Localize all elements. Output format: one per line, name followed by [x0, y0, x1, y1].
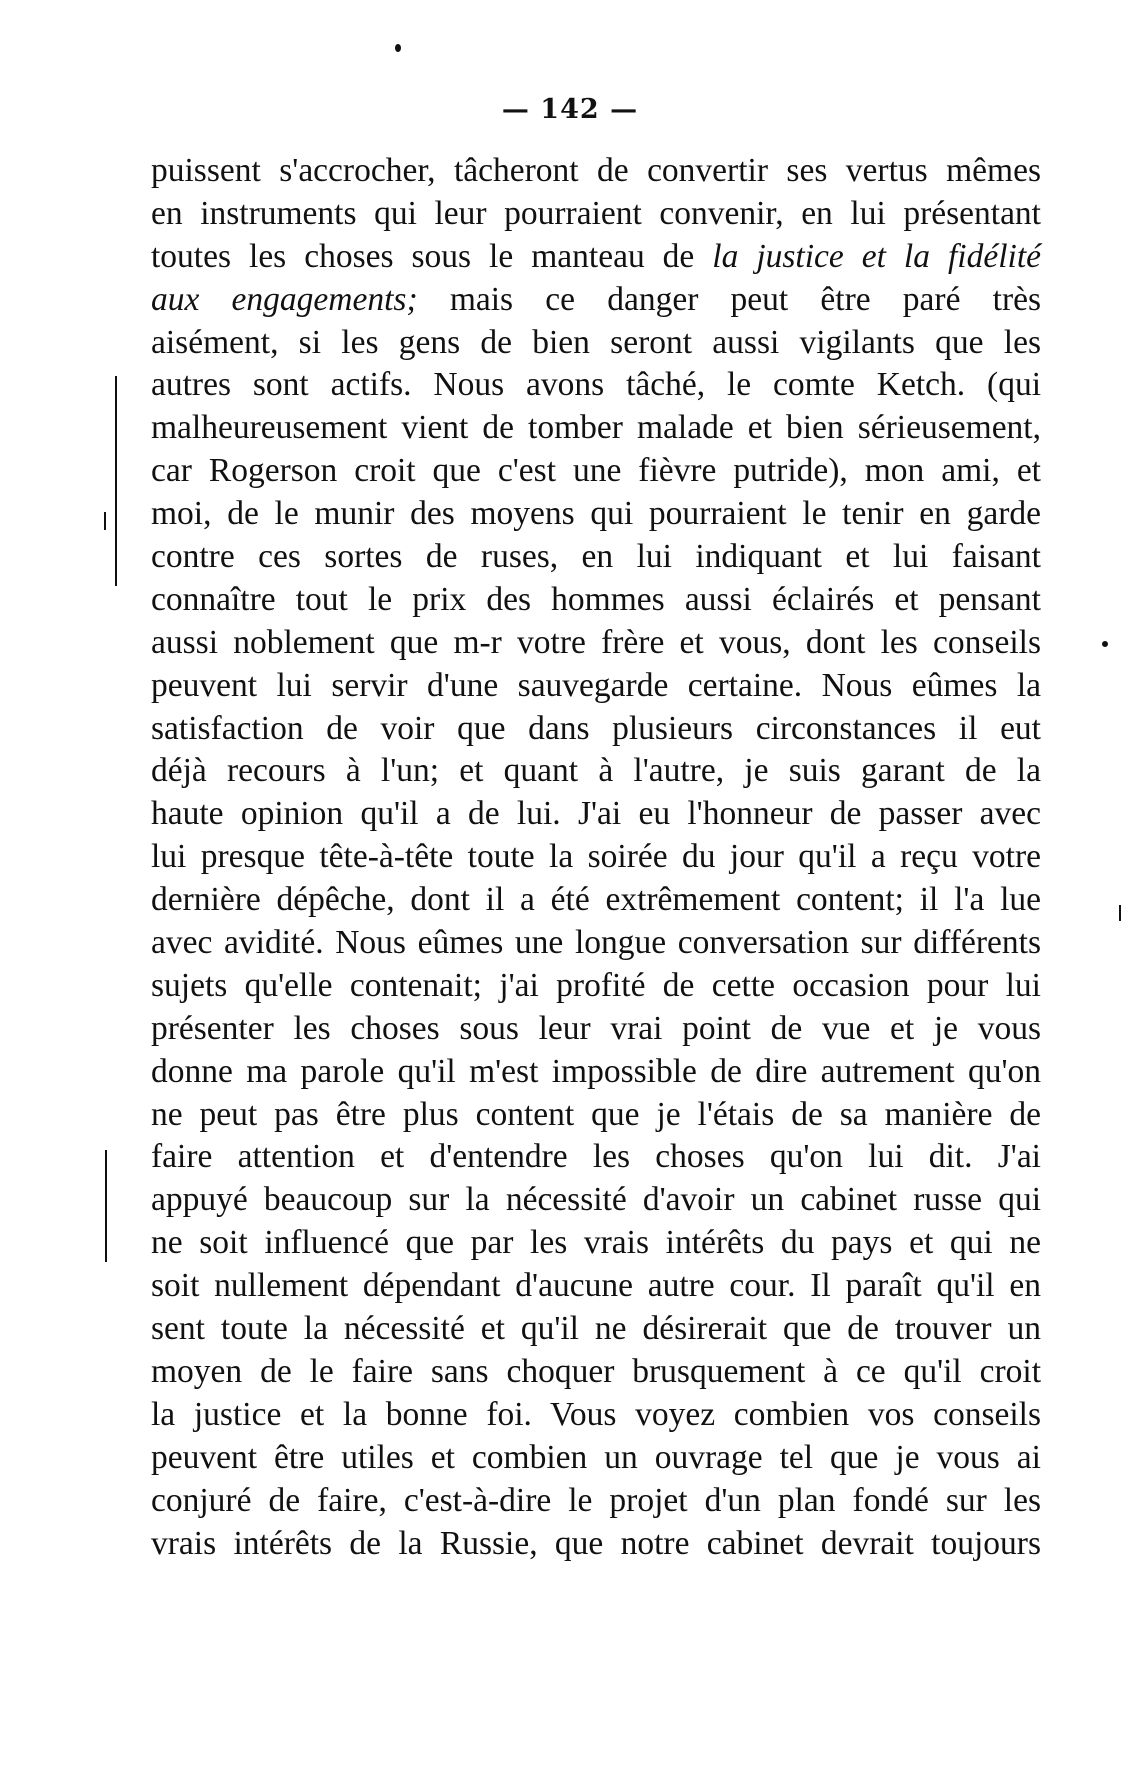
text-line: dernière dépêche, dont il a été extrêmement content; il l'a lue — [151, 881, 1041, 919]
text-line: déjà recours à l'un; et quant à l'autre, je suis garant de la — [151, 752, 1041, 790]
text-line: peuvent lui servir d'une sauvegarde certaine. Nous eûmes la — [151, 666, 1041, 704]
text-line: la justice et la bonne foi. Vous voyez combien vos conseils — [151, 1395, 1041, 1433]
text-line: sujets qu'elle contenait; j'ai profité de cette occasion pour lui — [151, 966, 1041, 1004]
text-line: contre ces sortes de ruses, en lui indiquant et lui faisant — [151, 538, 1041, 576]
text-line: vrais intérêts de la Russie, que notre cabinet devrait toujours — [151, 1524, 1041, 1562]
text-line: appuyé beaucoup sur la nécessité d'avoir un cabinet russe qui — [151, 1181, 1041, 1219]
text-line: lui presque tête-à-tête toute la soirée du jour qu'il a reçu votre — [151, 838, 1041, 876]
text-line: en instruments qui leur pourraient convenir, en lui présentant — [151, 194, 1041, 232]
text-line: moi, de le munir des moyens qui pourraient le tenir en garde — [151, 495, 1041, 533]
margin-mark-left-small — [104, 512, 106, 530]
text-line: peuvent être utiles et combien un ouvrage tel que je vous ai — [151, 1438, 1041, 1476]
margin-mark-left-lower — [105, 1150, 107, 1262]
text-line: malheureusement vient de tomber malade et bien sérieusement, — [151, 409, 1041, 447]
text-line: conjuré de faire, c'est-à-dire le projet d'un plan fondé sur les — [151, 1481, 1041, 1519]
ink-speck — [1102, 641, 1108, 647]
text-line: aisément, si les gens de bien seront aussi vigilants que les — [151, 323, 1041, 361]
text-line: ne peut pas être plus content que je l'étais de sa manière de — [151, 1095, 1041, 1133]
page-body — [151, 150, 1041, 1565]
text-line: haute opinion qu'il a de lui. J'ai eu l'honneur de passer avec — [151, 795, 1041, 833]
text-line: donne ma parole qu'il m'est impossible de dire autrement qu'on — [151, 1052, 1041, 1090]
text-line: car Rogerson croit que c'est une fièvre putride), mon ami, et — [151, 452, 1041, 490]
text-line: moyen de le faire sans choquer brusquement à ce qu'il croit — [151, 1352, 1041, 1390]
text-line: autres sont actifs. Nous avons tâché, le comte Ketch. (qui — [151, 366, 1041, 404]
text-line: sent toute la nécessité et qu'il ne désirerait que de trouver un — [151, 1310, 1041, 1348]
text-line: présenter les choses sous leur vrai point de vue et je vous — [151, 1009, 1041, 1047]
text-line: avec avidité. Nous eûmes une longue conversation sur différents — [151, 924, 1041, 962]
text-line: faire attention et d'entendre les choses qu'on lui dit. J'ai — [151, 1138, 1041, 1176]
text-line: ne soit influencé que par les vrais intérêts du pays et qui ne — [151, 1224, 1041, 1262]
text-line: puissent s'accrocher, tâcheront de convertir ses vertus mêmes — [151, 152, 1041, 189]
text-line: aux engagements; mais ce danger peut être paré très — [151, 280, 1042, 318]
italic-phrase: la justice et la fidélité — [712, 237, 1042, 275]
text-line: aussi noblement que m-r votre frère et vous, dont les conseils — [151, 623, 1041, 661]
page-number: — 142 — — [501, 94, 639, 125]
text-line: toutes les choses sous le manteau de la justice et la fidélité — [151, 237, 1042, 275]
ink-speck — [395, 44, 401, 52]
italic-phrase: aux engagements; — [151, 280, 418, 318]
text-line: soit nullement dépendant d'aucune autre cour. Il paraît qu'il en — [151, 1267, 1041, 1305]
margin-mark-right — [1119, 905, 1121, 921]
text-line: connaître tout le prix des hommes aussi éclairés et pensant — [151, 580, 1041, 618]
text-line: satisfaction de voir que dans plusieurs circonstances il eut — [151, 709, 1041, 747]
margin-mark-left — [115, 376, 117, 586]
